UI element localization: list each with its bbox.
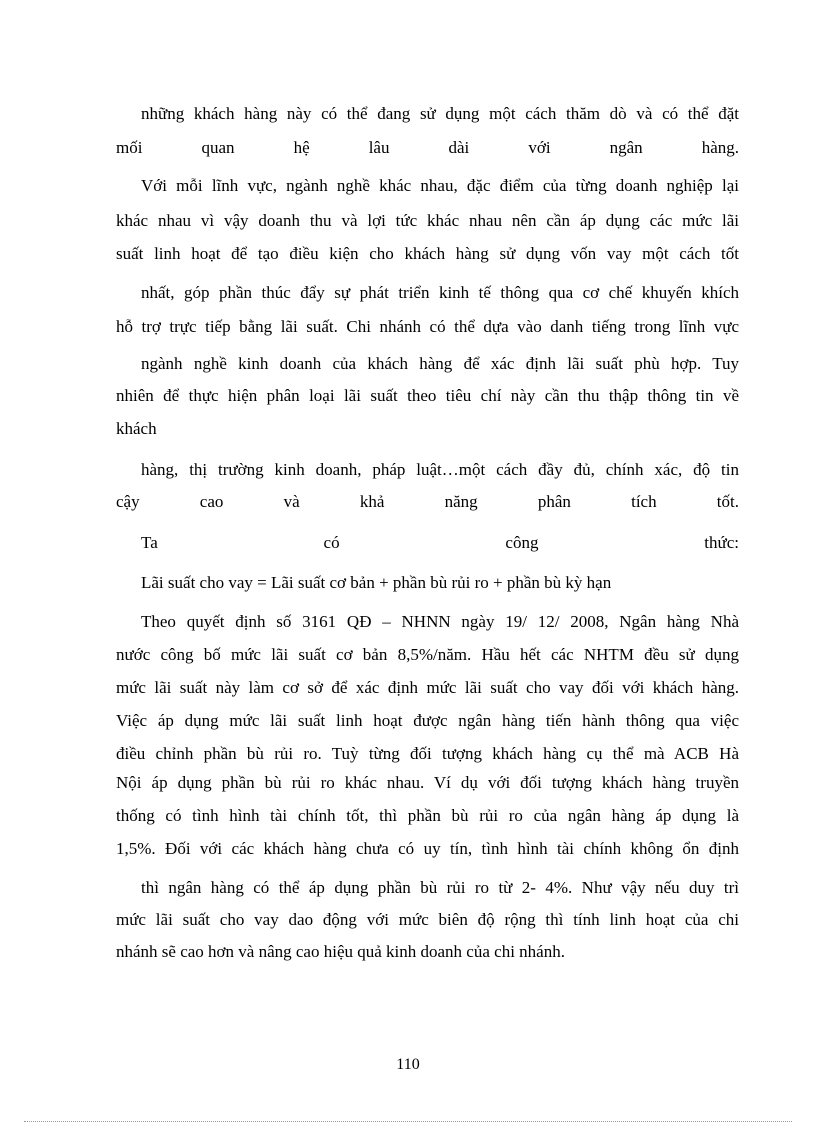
text-line: thống có tình hình tài chính tốt, thì phần bù rủi ro của ngân hàng áp dụng là [116,806,739,825]
text-line: nhiên để thực hiện phân loại lãi suất theo tiêu chí này cần thu thập thông tin về [116,386,739,405]
text-line: Theo quyết định số 3161 QĐ – NHNN ngày 19/ 12/ 2008, Ngân hàng Nhà [141,612,739,631]
text-line: nước công bố mức lãi suất cơ bản 8,5%/năm. Hầu hết các NHTM đều sử dụng [116,645,739,664]
text-line: Nội áp dụng phần bù rủi ro khác nhau. Ví dụ với đối tượng khách hàng truyền [116,773,739,792]
text-line: hàng, thị trường kinh doanh, pháp luật…một cách đầy đủ, chính xác, độ tin [141,460,739,479]
text-line: ngành nghề kinh doanh của khách hàng để xác định lãi suất phù hợp. Tuy [141,354,739,373]
text-line: điều chỉnh phần bù rủi ro. Tuỳ từng đối tượng khách hàng cụ thể mà ACB Hà [116,744,739,763]
text-line: hỗ trợ trực tiếp bằng lãi suất. Chi nhánh có thể dựa vào danh tiếng trong lĩnh vực [116,317,739,336]
text-line: cậy cao và khả năng phân tích tốt. [116,492,739,511]
text-line: mức lãi suất này làm cơ sở để xác định mức lãi suất cho vay đối với khách hàng. [116,678,739,697]
text-line: khách [116,419,157,438]
text-line: những khách hàng này có thể đang sử dụng một cách thăm dò và có thể đặt [141,104,739,123]
text-line: mức lãi suất cho vay dao động với mức biên độ rộng thì tính linh hoạt của chi [116,910,739,929]
text-line: Với mỗi lĩnh vực, ngành nghề khác nhau, đặc điểm của từng doanh nghiệp lại [141,176,739,195]
text-line: mối quan hệ lâu dài với ngân hàng. [116,138,739,157]
text-line: Ta có công thức: [141,533,739,552]
text-line: 1,5%. Đối với các khách hàng chưa có uy tín, tình hình tài chính không ổn định [116,839,739,858]
page-number: 110 [396,1056,420,1073]
text-line: thì ngân hàng có thể áp dụng phần bù rủi ro từ 2- 4%. Như vậy nếu duy trì [141,878,739,897]
text-line: khác nhau vì vậy doanh thu và lợi tức khác nhau nên cần áp dụng các mức lãi [116,211,739,230]
text-line: Việc áp dụng mức lãi suất linh hoạt được ngân hàng tiến hành thông qua việc [116,711,739,730]
formula-line: Lãi suất cho vay = Lãi suất cơ bản + phần bù rủi ro + phần bù kỳ hạn [141,573,612,592]
footer-divider [24,1121,792,1122]
text-line: suất linh hoạt để tạo điều kiện cho khách hàng sử dụng vốn vay một cách tốt [116,244,739,263]
text-line: nhánh sẽ cao hơn và nâng cao hiệu quả kinh doanh của chi nhánh. [116,942,565,961]
text-line: nhất, góp phần thúc đẩy sự phát triển kinh tế thông qua cơ chế khuyến khích [141,283,739,302]
